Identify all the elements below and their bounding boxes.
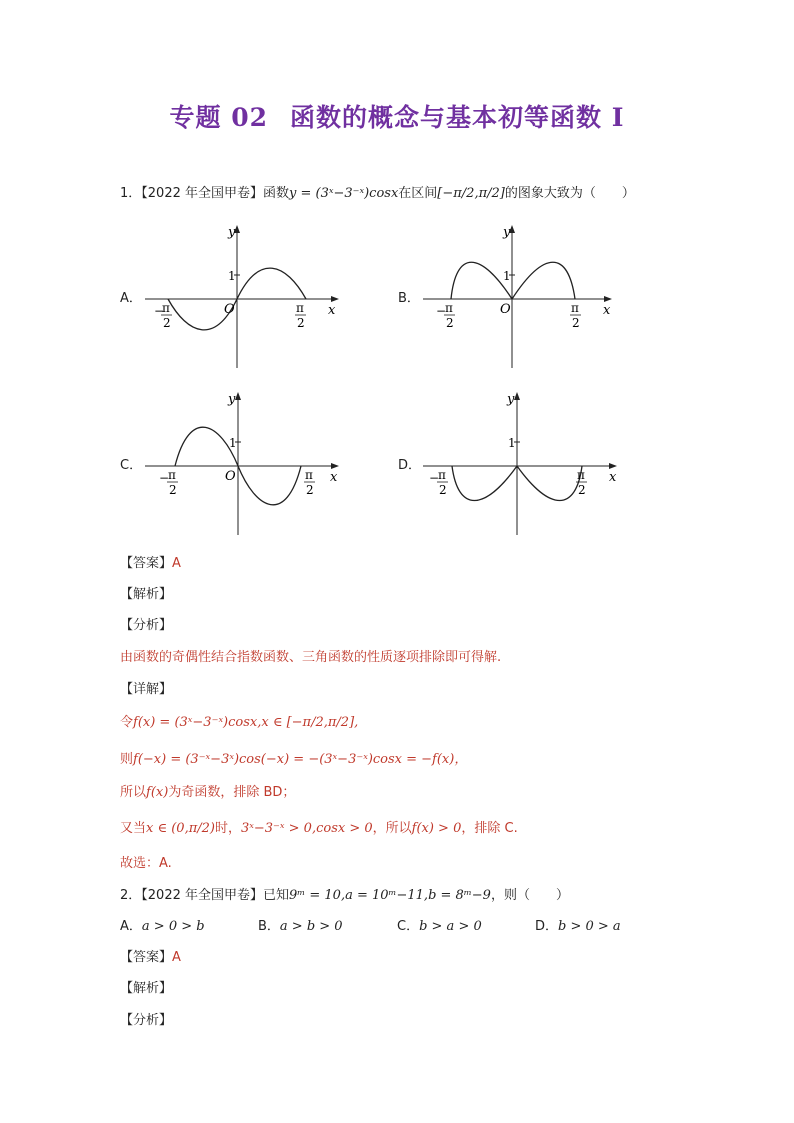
q1-analysis-tag: 【解析】 (120, 587, 173, 602)
q1-step3-prefix: 所以 (120, 785, 147, 800)
q1-graph-d (418, 387, 628, 541)
q1-fenxi-tag: 【分析】 (120, 618, 173, 633)
graph-d-y-label: y (507, 392, 515, 407)
q2-option-b-letter: B． (258, 919, 280, 934)
q1-step4-mid2: ，所以 (372, 821, 412, 836)
q2-stem-suffix: ，则（ ） (490, 888, 569, 903)
q1-graph-c (140, 387, 350, 541)
q1-option-c-label: C． (120, 458, 143, 473)
q1-stem-formula: y = (3ˣ−3⁻ˣ)cosx (289, 186, 399, 201)
graph-b-y-label: y (503, 225, 511, 240)
q1-stem-interval: [−π/2,π/2] (437, 186, 505, 201)
graph-d-pos-two: 2 (578, 483, 586, 497)
title-part2: 函数的概念与基本初等函数 I (290, 103, 625, 132)
q1-step4-formula2: 3ˣ−3⁻ˣ > 0,cosx > 0 (241, 821, 373, 836)
q1-step4-formula3: f(x) > 0 (411, 821, 462, 836)
q1-step1-formula: f(x) = (3ˣ−3⁻ˣ)cosx,x ∈ [−π/2,π/2], (133, 715, 359, 730)
q1-step3 (120, 781, 295, 800)
graph-c-one: 1 (229, 436, 237, 450)
graph-d-x-label: x (609, 470, 617, 485)
q1-conclusion: 故选：A. (120, 856, 172, 871)
q2-stem-prefix: 2．【2022 年全国甲卷】已知 (120, 888, 289, 903)
q2-option-d-letter: D． (535, 919, 559, 934)
q2-answer-tag: 【答案】 (120, 950, 173, 965)
graph-a-neg-pi: π (162, 301, 170, 315)
q1-answer (120, 552, 181, 571)
graph-a-origin: O (224, 302, 235, 317)
graph-c-pos-pi: π (305, 468, 313, 482)
graph-b-neg-two: 2 (446, 316, 454, 330)
graph-a-y-label: y (228, 225, 236, 240)
q1-detail-tag: 【详解】 (120, 682, 173, 697)
q1-stem (120, 182, 635, 201)
q2-option-a-letter: A． (120, 919, 142, 934)
q2-answer-value: A (172, 950, 181, 965)
graph-b-neg-sign: − (436, 304, 447, 318)
q2-option-b-text: a > b > 0 (279, 919, 343, 934)
q1-step1-prefix: 令 (120, 715, 134, 730)
graph-d-one: 1 (508, 436, 516, 450)
q1-graph-b (418, 220, 628, 374)
q2-option-c-letter: C． (397, 919, 420, 934)
q1-step4 (120, 817, 518, 836)
q2-stem-formula: 9ᵐ = 10,a = 10ᵐ−11,b = 8ᵐ−9 (289, 888, 491, 903)
q1-graph-a (140, 220, 350, 374)
page-title (0, 98, 794, 134)
graph-a-one: 1 (228, 269, 236, 283)
q1-step2 (120, 748, 467, 767)
q2-stem (120, 884, 569, 903)
q1-step3-suffix: 为奇函数，排除 BD； (168, 785, 296, 800)
q1-step1 (120, 711, 358, 730)
q2-option-c (397, 915, 482, 934)
graph-d-pos-pi: π (577, 468, 585, 482)
graph-d-neg-pi: π (438, 468, 446, 482)
q1-option-b-label: B． (398, 291, 420, 306)
q1-answer-tag: 【答案】 (120, 556, 173, 571)
graph-b-neg-pi: π (445, 301, 453, 315)
q1-option-a-label: A． (120, 291, 142, 306)
q1-stem-mid: 在区间 (398, 186, 438, 201)
graph-b-x-label: x (603, 303, 611, 318)
graph-b-origin: O (500, 302, 511, 317)
q1-step2-prefix: 则 (120, 752, 134, 767)
q1-step4-formula1: x ∈ (0,π/2) (146, 821, 215, 836)
q2-option-c-text: b > a > 0 (419, 919, 482, 934)
graph-a-x-label: x (328, 303, 336, 318)
graph-a-neg-sign: − (154, 304, 165, 318)
graph-c-x-label: x (330, 470, 338, 485)
q1-step4-prefix: 又当 (120, 821, 147, 836)
q2-option-b (258, 915, 343, 934)
graph-c-origin: O (225, 469, 236, 484)
q2-option-a (120, 915, 205, 934)
graph-a-pos-pi: π (296, 301, 304, 315)
graph-c-neg-sign: − (159, 471, 170, 485)
graph-d-neg-two: 2 (439, 483, 447, 497)
q1-step4-suffix: ，排除 C. (461, 821, 518, 836)
q1-step4-mid: 时， (214, 821, 241, 836)
graph-a-pos-two: 2 (297, 316, 305, 330)
graph-b-one: 1 (503, 269, 511, 283)
graph-c-y-label: y (228, 392, 236, 407)
q2-option-a-text: a > 0 > b (141, 919, 205, 934)
q1-step2-formula: f(−x) = (3⁻ˣ−3ˣ)cos(−x) = −(3ˣ−3⁻ˣ)cosx = −f(x)， (133, 752, 468, 767)
graph-c-neg-pi: π (168, 468, 176, 482)
title-part1: 专题 02 (169, 103, 269, 132)
graph-d-neg-sign: − (429, 471, 440, 485)
q2-option-d-text: b > 0 > a (558, 919, 621, 934)
q2-fenxi-tag: 【分析】 (120, 1013, 173, 1028)
graph-b-pos-pi: π (571, 301, 579, 315)
q2-option-d (535, 915, 621, 934)
graph-a-neg-two: 2 (163, 316, 171, 330)
graph-c-pos-two: 2 (306, 483, 314, 497)
q1-stem-prefix: 1．【2022 年全国甲卷】函数 (120, 186, 289, 201)
graph-b-pos-two: 2 (572, 316, 580, 330)
graph-c-neg-two: 2 (169, 483, 177, 497)
q2-analysis-tag: 【解析】 (120, 981, 173, 996)
q1-fenxi-text: 由函数的奇偶性结合指数函数、三角函数的性质逐项排除即可得解. (120, 650, 502, 665)
q1-option-d-label: D． (398, 458, 422, 473)
q1-step3-formula: f(x) (146, 785, 169, 800)
q2-answer (120, 946, 181, 965)
q1-stem-suffix: 的图象大致为（ ） (504, 186, 635, 201)
q1-answer-value: A (172, 556, 181, 571)
